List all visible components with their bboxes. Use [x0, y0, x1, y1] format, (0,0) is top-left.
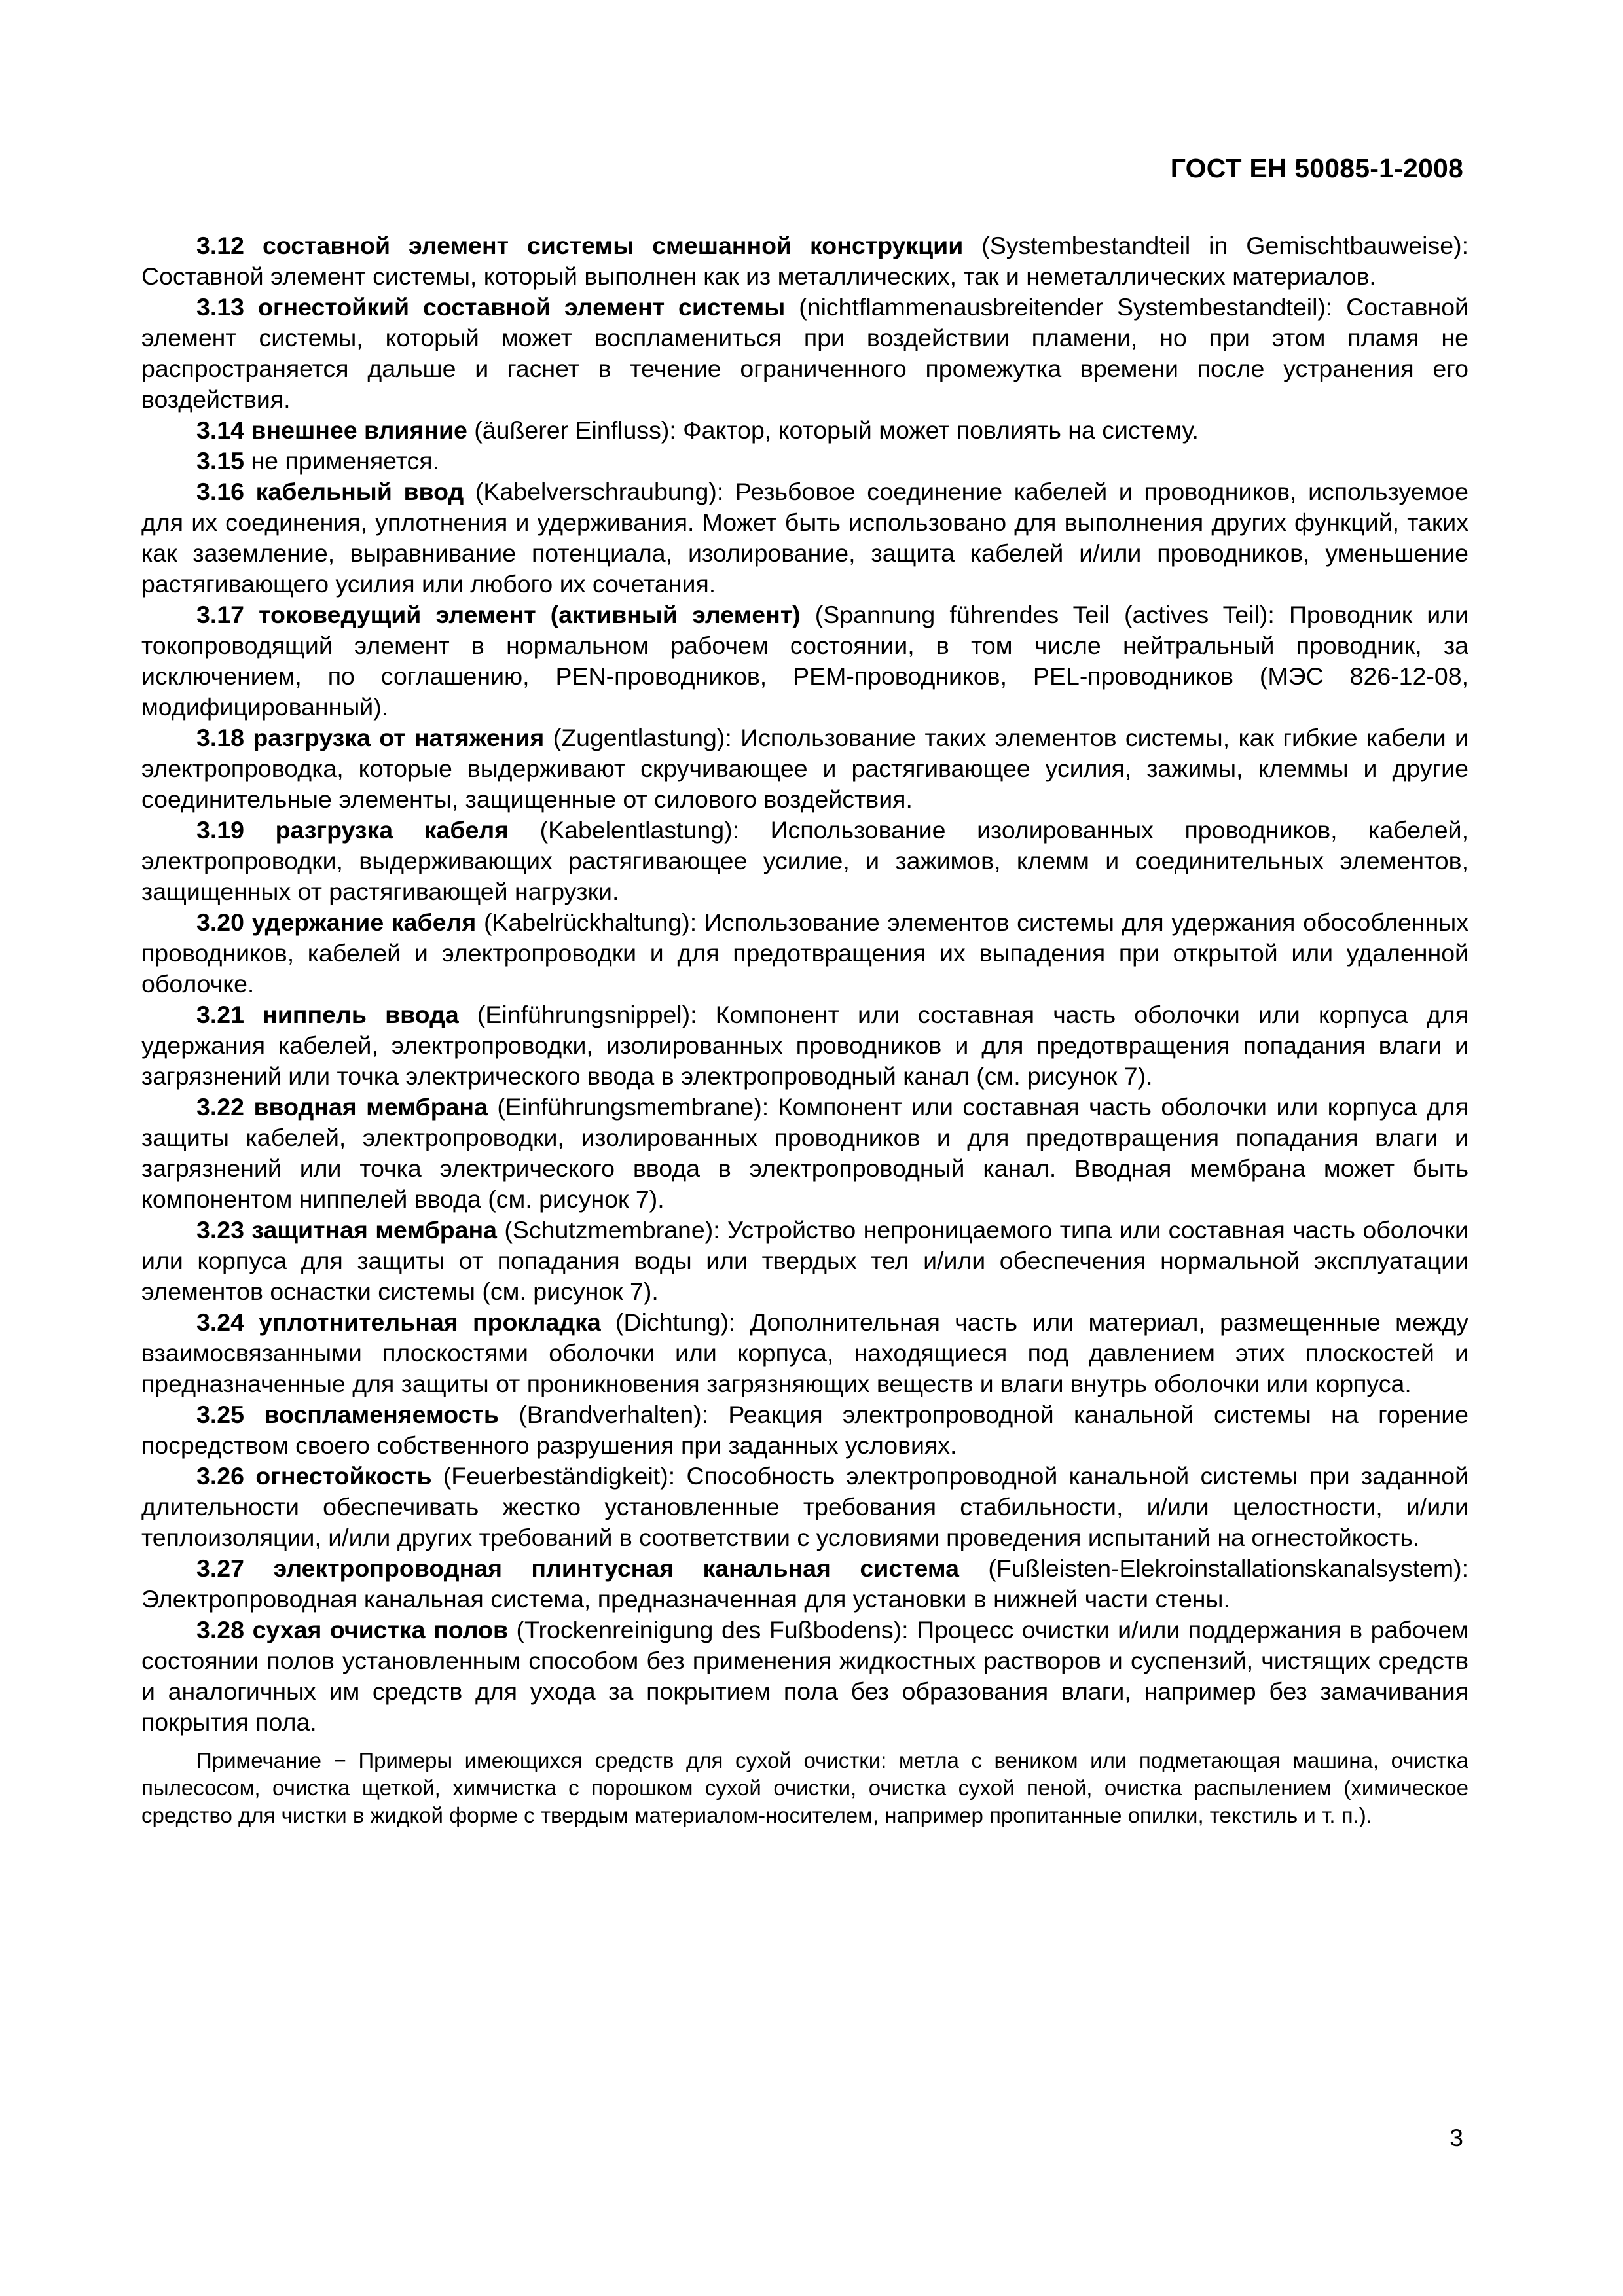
term-name: составной элемент системы смешанной конструкции: [262, 232, 964, 259]
term-definition: (Zugentlastung): Использование таких элементов системы, как гибкие кабели и электропроводка, которые выдерживают скручивающее и растягивающее усилия, зажимы, клеммы и другие соединительные элементы, защищенные от силового воздействия.: [141, 724, 1468, 813]
term-3-24: [141, 1307, 1468, 1399]
term-3-22: [141, 1092, 1468, 1215]
term-definition: (Brandverhalten): Реакция электропроводной канальной системы на горение посредством своего собственного разрушения при заданных условиях.: [141, 1401, 1469, 1459]
term-name: воспламеняемость: [264, 1401, 499, 1428]
term-name: разгрузка от натяжения: [253, 724, 545, 751]
term-number: 3.24: [196, 1308, 244, 1336]
term-number: 3.22: [196, 1093, 244, 1121]
term-name: огнестойкость: [255, 1462, 432, 1490]
term-definition: (Feuerbeständigkeit): Способность электропроводной канальной системы при заданной длительности обеспечивать жестко установленные требования стабильности, и/или целостности, и/или теплоизоляции, и/или других требований в соответствии с условиями проведения испытаний на огнестойкость.: [141, 1462, 1468, 1551]
term-number: 3.20: [196, 908, 244, 936]
term-3-14: [141, 415, 1468, 446]
term-definition: (Systembestandteil in Gemischtbauweise): Составной элемент системы, который выполнен как из металлических, так и неметаллических материалов.: [141, 232, 1468, 290]
term-3-16: [141, 476, 1468, 600]
term-name: кабельный ввод: [255, 478, 464, 505]
term-definition: (äußerer Einfluss): Фактор, который может повлиять на систему.: [467, 416, 1199, 444]
term-definition: (Trockenreinigung des Fußbodens): Процесс очистки и/или поддержания в рабочем состоянии полов установленным способом без применения жидкостных растворов и суспензий, чистящих средств и аналогичных им средств для ухода за покрытием пола без образования влаги, например без замачивания покрытия пола.: [141, 1616, 1468, 1736]
term-name: токоведущий элемент (активный элемент): [259, 601, 801, 628]
term-3-12: [141, 230, 1468, 292]
term-number: 3.16: [196, 478, 244, 505]
term-number: 3.23: [196, 1216, 244, 1244]
term-definition: (Einführungsnippel): Компонент или составная часть оболочки или корпуса для удержания кабелей, электропроводки, изолированных проводников и для предотвращения попадания влаги и загрязнений или точка электрического ввода в электропроводный канал (см. рисунок 7).: [141, 1001, 1468, 1090]
term-3-28: [141, 1615, 1468, 1738]
term-definition: (Dichtung): Дополнительная часть или материал, размещенные между взаимосвязанными плоскостями оболочки или корпуса, находящиеся под давлением этих плоскостей и предназначенные для защиты от проникновения загрязняющих веществ и влаги внутрь оболочки или корпуса.: [141, 1308, 1468, 1397]
term-definition: (Kabelentlastung): Использование изолированных проводников, кабелей, электропроводки, выдерживающих растягивающее усилие, и зажимов, клемм и соединительных элементов, защищенных от растягивающей нагрузки.: [141, 816, 1469, 905]
term-definition: (Kabelverschraubung): Резьбовое соединение кабелей и проводников, используемое для их соединения, уплотнения и удерживания. Может быть использовано для выполнения других функций, таких как заземление, выравнивание потенциала, изолирование, защита кабелей и/или проводников, уменьшение растягивающего усилия или любого их сочетания.: [141, 478, 1468, 598]
term-definition: (Kabelrückhaltung): Использование элементов системы для удержания обособленных проводников, кабелей и электропроводки и для предотвращения их выпадения при открытой или удаленной оболочке.: [141, 908, 1468, 997]
term-definition: (Schutzmembrane): Устройство непроницаемого типа или составная часть оболочки или корпуса для защиты от попадания воды или твердых тел и/или обеспечения нормальной эксплуатации элементов оснастки системы (см. рисунок 7).: [141, 1216, 1468, 1305]
term-3-26: [141, 1461, 1468, 1553]
term-3-23: [141, 1215, 1468, 1307]
term-name: огнестойкий составной элемент системы: [257, 293, 786, 321]
term-3-20: [141, 907, 1468, 999]
term-number: 3.25: [196, 1401, 244, 1428]
term-3-13: [141, 292, 1468, 415]
term-definition: (nichtflammenausbreitender Systembestandteil): Составной элемент системы, который может воспламениться при воздействии пламени, но при этом пламя не распространяется дальше и гаснет в течение ограниченного промежутка времени после устранения его воздействия.: [141, 293, 1469, 413]
term-definition: (Einführungsmembrane): Компонент или составная часть оболочки или корпуса для защиты кабелей, электропроводки, изолированных проводников и для предотвращения попадания влаги и загрязнений или точка электрического ввода в электропроводный канал. Вводная мембрана может быть компонентом ниппелей ввода (см. рисунок 7).: [141, 1093, 1468, 1213]
page-number: 3: [1450, 2124, 1463, 2151]
term-number: 3.14: [196, 416, 244, 444]
term-name: защитная мембрана: [251, 1216, 497, 1244]
term-3-19: [141, 815, 1468, 907]
term-3-15: [141, 446, 1468, 476]
term-definition: (Fußleisten-Elekroinstallationskanalsystem): Электропроводная канальная система, предназначенная для установки в нижней части стены.: [141, 1554, 1468, 1613]
term-name: уплотнительная прокладка: [259, 1308, 601, 1336]
term-definition: не применяется.: [244, 447, 440, 475]
term-name: внешнее влияние: [251, 416, 467, 444]
term-number: 3.15: [196, 447, 244, 475]
term-number: 3.12: [196, 232, 244, 259]
term-3-27: [141, 1553, 1468, 1615]
term-definition: (Spannung führendes Teil (actives Teil): Проводник или токопроводящий элемент в нормальном рабочем состоянии, в том числе нейтральный проводник, за исключением, по соглашению, PEN-проводников, PEM-проводников, PEL-проводников (МЭС 826-12-08, модифицированный).: [141, 601, 1468, 721]
term-name: электропроводная плинтусная канальная система: [273, 1554, 959, 1582]
term-number: 3.19: [196, 816, 244, 844]
document-body: [141, 230, 1468, 1829]
term-name: ниппель ввода: [263, 1001, 459, 1028]
term-name: разгрузка кабеля: [275, 816, 509, 844]
term-name: вводная мембрана: [253, 1093, 488, 1121]
term-number: 3.27: [196, 1554, 244, 1582]
term-3-18: [141, 723, 1468, 815]
term-name: удержание кабеля: [251, 908, 477, 936]
document-code-header: ГОСТ ЕН 50085-1-2008: [1170, 153, 1463, 183]
term-3-25: [141, 1399, 1468, 1461]
term-number: 3.13: [196, 293, 244, 321]
note-paragraph: Примечание − Примеры имеющихся средств для сухой очистки: метла с веником или подметающая машина, очистка пылесосом, очистка щеткой, химчистка с порошком сухой очистки, очистка сухой пеной, очистка распылением (химическое средство для чистки в жидкой форме с твердым материалом-носителем, например пропитанные опилки, текстиль и т. п.).: [141, 1748, 1468, 1827]
term-number: 3.28: [196, 1616, 244, 1643]
term-number: 3.21: [196, 1001, 244, 1028]
term-number: 3.26: [196, 1462, 244, 1490]
term-3-17: [141, 600, 1468, 723]
term-3-21: [141, 999, 1468, 1092]
term-number: 3.17: [196, 601, 244, 628]
term-name: сухая очистка полов: [252, 1616, 508, 1643]
term-number: 3.18: [196, 724, 244, 751]
